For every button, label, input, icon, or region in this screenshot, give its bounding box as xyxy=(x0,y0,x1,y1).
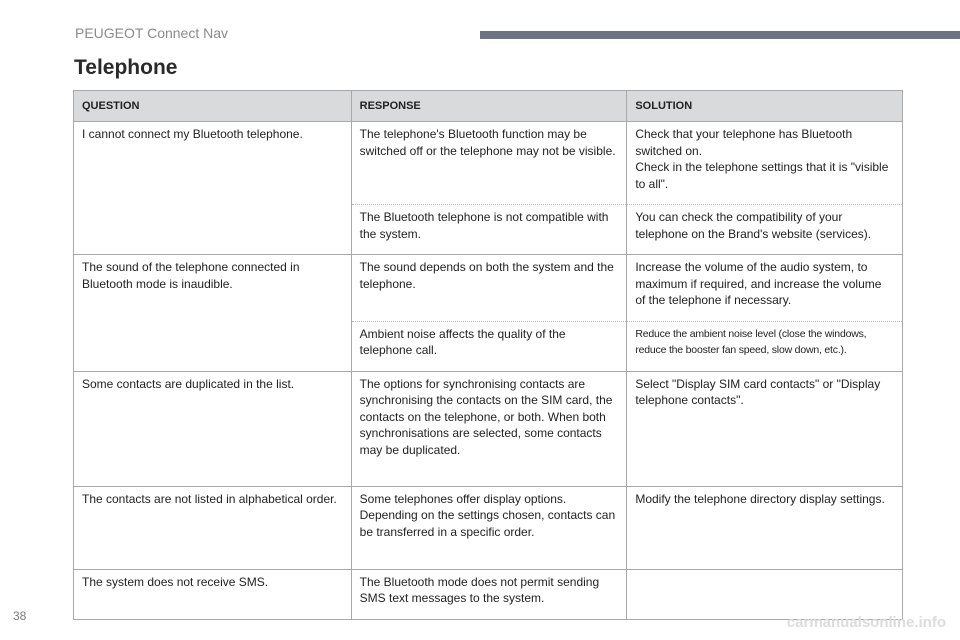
table-row xyxy=(74,486,903,569)
watermark-text: carmanualsonline.info xyxy=(786,614,946,631)
question-cell: The sound of the telephone connected in Bluetooth mode is inaudible. xyxy=(74,255,352,372)
page-title: Telephone xyxy=(74,56,178,79)
solution-cell: You can check the compatibility of your telephone on the Brand's website (services). xyxy=(627,205,903,255)
table-row xyxy=(74,122,903,205)
table-row xyxy=(74,371,903,486)
column-header-question: QUESTION xyxy=(74,91,352,122)
troubleshooting-table xyxy=(73,90,903,620)
response-cell: Ambient noise affects the quality of the telephone call. xyxy=(351,321,627,371)
question-cell: The system does not receive SMS. xyxy=(74,569,352,619)
solution-cell: Modify the telephone directory display settings. xyxy=(627,486,903,569)
table-row xyxy=(74,569,903,619)
solution-cell: Increase the volume of the audio system, to maximum if required, and increase the volume of the telephone if necessary. xyxy=(627,255,903,322)
question-cell: I cannot connect my Bluetooth telephone. xyxy=(74,122,352,255)
table-row xyxy=(74,255,903,322)
response-cell: The Bluetooth telephone is not compatible with the system. xyxy=(351,205,627,255)
question-cell: The contacts are not listed in alphabetical order. xyxy=(74,486,352,569)
response-cell: The telephone's Bluetooth function may be switched off or the telephone may not be visible. xyxy=(351,122,627,205)
response-cell: The sound depends on both the system and the telephone. xyxy=(351,255,627,322)
solution-cell: Reduce the ambient noise level (close the windows, reduce the booster fan speed, slow down, etc.). xyxy=(627,321,903,371)
solution-cell: Check that your telephone has Bluetooth switched on. Check in the telephone settings that it is "visible to all". xyxy=(627,122,903,205)
page-number: 38 xyxy=(13,609,27,623)
column-header-solution: SOLUTION xyxy=(627,91,903,122)
document-header-title: PEUGEOT Connect Nav xyxy=(75,25,229,41)
response-cell: Some telephones offer display options. Depending on the settings chosen, contacts can be transferred in a specific order. xyxy=(351,486,627,569)
response-cell: The Bluetooth mode does not permit sending SMS text messages to the system. xyxy=(351,569,627,619)
solution-cell xyxy=(627,569,903,619)
table-header-row xyxy=(74,91,903,122)
response-cell: The options for synchronising contacts are synchronising the contacts on the SIM card, the contacts on the telephone, or both. When both synchronisations are selected, some contacts may be duplicated. xyxy=(351,371,627,486)
column-header-response: RESPONSE xyxy=(351,91,627,122)
solution-cell: Select "Display SIM card contacts" or "Display telephone contacts". xyxy=(627,371,903,486)
header-bar xyxy=(480,31,960,39)
question-cell: Some contacts are duplicated in the list. xyxy=(74,371,352,486)
